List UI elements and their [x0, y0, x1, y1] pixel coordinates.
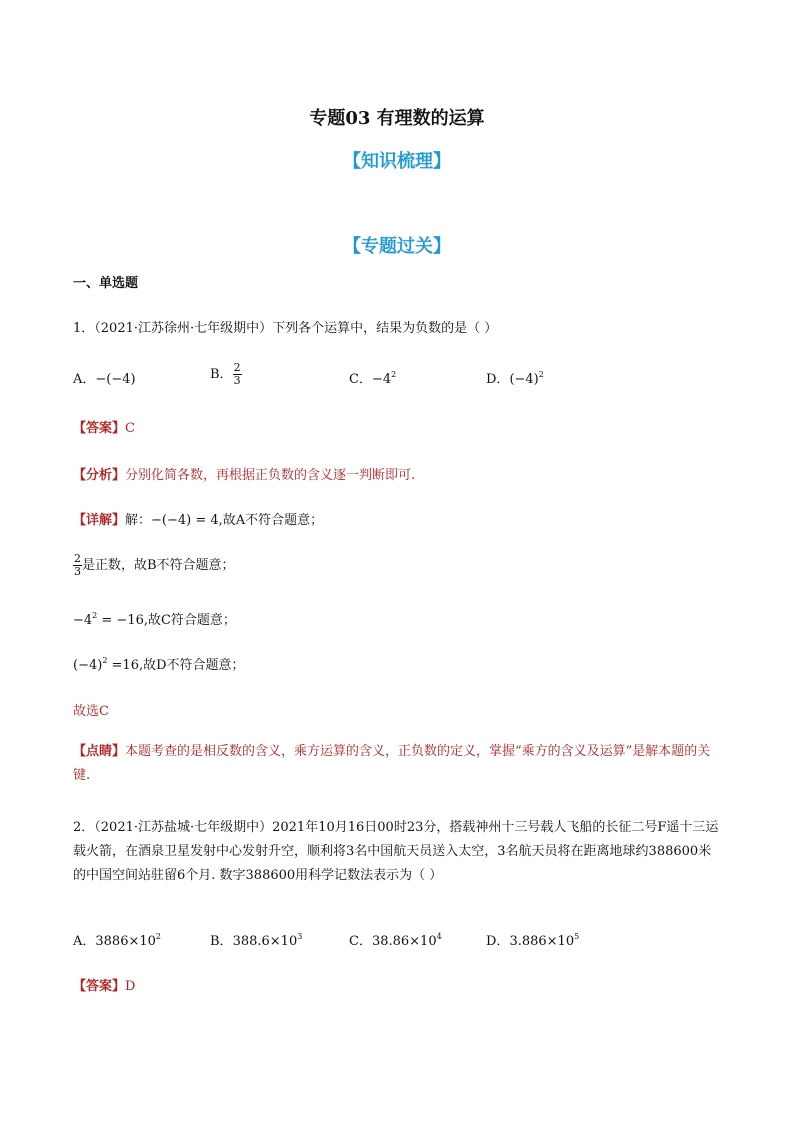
- q1-option-c: [349, 368, 396, 387]
- section-practice-heading: 【专题过关】: [343, 236, 451, 257]
- q1-option-a-label: A．: [73, 372, 96, 387]
- page-title: 专题03 有理数的运算: [309, 108, 485, 129]
- q1-option-d-label: D．: [486, 372, 510, 387]
- detail-line-1: 解：−(−4) = 4,故A不符合题意；: [125, 513, 324, 528]
- q1-option-d-exponent: 2: [538, 370, 544, 379]
- part-heading: 一、单选题: [73, 276, 139, 291]
- q2-option-c-base: 38.86×10: [371, 934, 437, 949]
- q1-detail-line-4: [73, 654, 245, 673]
- q2-option-a-label: A．: [73, 934, 96, 949]
- analysis-tag: 【分析】: [73, 468, 126, 483]
- q1-option-a: [73, 368, 136, 387]
- q2-option-a-exponent: 2: [155, 932, 162, 941]
- q2-option-d-label: D．: [486, 934, 510, 949]
- answer-value: D: [125, 979, 136, 994]
- q2-option-c: [349, 930, 442, 949]
- q1-option-c-label: C．: [349, 372, 372, 387]
- comment-tag: 【点睛】: [73, 744, 126, 759]
- answer-tag: 【答案】: [73, 421, 126, 436]
- q1-option-b-label: B．: [210, 367, 233, 382]
- q2-option-a-base: 3886×10: [95, 934, 156, 949]
- q1-conclusion: 故选C: [73, 704, 109, 719]
- q1-option-d-base: (−4): [509, 372, 539, 387]
- comment-text: 本题考查的是相反数的含义，乘方运算的含义，正负数的定义，掌握“乘方的含义及运算”是解本题的关键.: [73, 744, 711, 783]
- fraction-numerator: 2: [233, 361, 241, 374]
- q1-detail-line-3: [73, 609, 236, 628]
- q1-comment: [73, 740, 723, 788]
- q2-option-b: [210, 930, 302, 949]
- q2-option-a: [73, 930, 161, 949]
- q1-detail: [73, 509, 323, 528]
- detail-line-4-exponent: 2: [102, 656, 108, 665]
- q1-option-b-fraction: [233, 362, 242, 387]
- q2-answer: [73, 975, 135, 994]
- section-knowledge-heading: 【知识梳理】: [343, 151, 451, 172]
- detail-line-3-text: = −16,故C符合题意；: [97, 613, 236, 628]
- q2-option-d: [486, 930, 579, 949]
- detail-line-3-base: −4: [73, 613, 93, 628]
- q2-option-b-base: 388.6×10: [232, 934, 298, 949]
- q1-option-c-exponent: 2: [391, 370, 397, 379]
- fraction-numerator: 2: [74, 552, 81, 565]
- detail-line-2-text: 是正数，故B不符合题意；: [82, 558, 235, 573]
- q1-option-d: [486, 368, 544, 387]
- q1-option-b: [210, 362, 242, 387]
- q1-option-c-base: −4: [371, 372, 392, 387]
- q2-option-b-label: B．: [210, 934, 233, 949]
- q2-option-c-label: C．: [349, 934, 372, 949]
- question-2-stem: 2．（2021·江苏盐城·七年级期中）2021年10月16日00时23分，搭载神州十三号载人飞船的长征二号F遥十三运载火箭，在酒泉卫星发射中心发射升空，顺利将3名中国航天员送入太空，3名航天员将在距离地球约388600米的中国空间站驻留6个月. 数字388600用科学记数法表示为（ ）: [73, 820, 719, 883]
- q2-option-c-exponent: 4: [436, 932, 442, 941]
- q1-option-a-value: −(−4): [95, 372, 136, 387]
- detail-fraction: [73, 553, 82, 578]
- q1-answer: [73, 417, 135, 436]
- detail-line-3-exponent: 2: [92, 611, 98, 620]
- q2-option-b-exponent: 3: [297, 932, 303, 941]
- detail-line-4-text: =16,故D不符合题意；: [107, 658, 245, 673]
- fraction-denominator: 3: [233, 374, 241, 387]
- analysis-text: 分别化简各数，再根据正负数的含义逐一判断即可.: [125, 468, 416, 483]
- question-1-stem: 1．（2021·江苏徐州·七年级期中）下列各个运算中，结果为负数的是（ ）: [73, 321, 498, 336]
- q1-detail-line-2: [73, 553, 235, 578]
- detail-line-4-base: (−4): [73, 658, 103, 673]
- detail-tag: 【详解】: [73, 513, 126, 528]
- q2-option-d-exponent: 5: [574, 932, 580, 941]
- q2-option-d-base: 3.886×10: [509, 934, 575, 949]
- answer-tag: 【答案】: [73, 979, 126, 994]
- answer-value: C: [125, 421, 135, 436]
- fraction-denominator: 3: [74, 565, 81, 578]
- q1-analysis: [73, 464, 415, 483]
